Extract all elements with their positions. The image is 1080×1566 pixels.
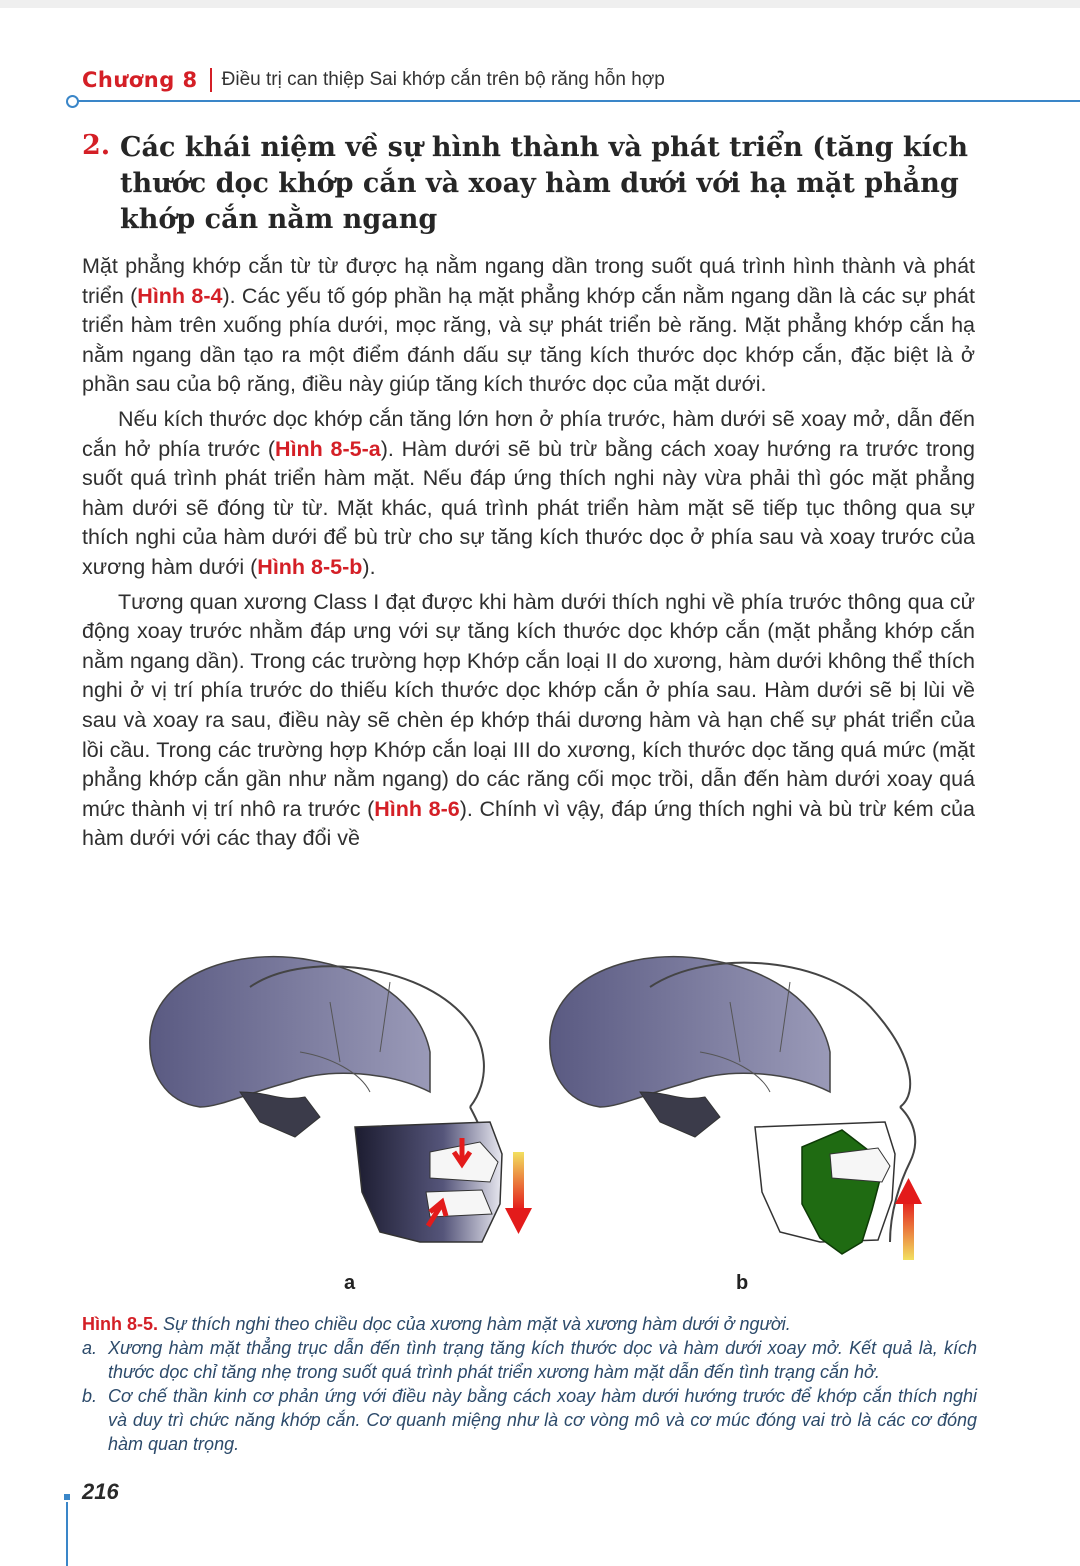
figure-label-a: a xyxy=(344,1272,356,1294)
paragraph-3-text-a: Tương quan xương Class I đạt được khi hàm dưới thích nghi về phía trước thông qua cử động xoay trước nhằm đáp ưng với sự tăng kích thước dọc khớp cắn (mặt phẳng khớp cắn nằm ngang dần). Trong các trường hợp Khớp cắn loại II do xương, hàm dưới không thể thích nghi ở vị trí phía trước do thiếu kích thước dọc khớp cắn ở phía sau. Hàm dưới sẽ bị lùi về sau và xoay ra sau, điều này sẽ chèn ép khớp thái dương hàm và hạn chế sự phát triển của lồi cầu. Trong các trường hợp Khớp cắn loại III do xương, kích thước dọc tăng quá mức (mặt phẳng khớp cắn gần như nằm ngang) do các răng cối mọc trồi, dẫn đến hàm dưới xoay quá mức thành vị trí nhô ra trước ( xyxy=(82,589,975,821)
header-rule xyxy=(72,100,1080,102)
paragraph-2-text-c: ). xyxy=(362,554,376,579)
caption-figure-number: Hình 8-5. xyxy=(82,1314,159,1334)
figure-label-b: b xyxy=(736,1272,749,1294)
section-number: 2. xyxy=(82,130,111,161)
section-title: Các khái niệm về sự hình thành và phát triển (tăng kích thước dọc khớp cắn và xoay hàm dưới với hạ mặt phẳng khớp cắn nằm ngang xyxy=(120,132,968,235)
figure-ref-8-5-b: Hình 8-5-b xyxy=(257,554,363,579)
header-rule-dot xyxy=(66,95,79,108)
page-number: 216 xyxy=(82,1479,119,1504)
skull-illustrations xyxy=(130,942,930,1302)
chapter-title: Điều trị can thiệp Sai khớp cắn trên bộ răng hỗn hợp xyxy=(221,69,665,90)
figure-ref-8-6: Hình 8-6 xyxy=(374,796,460,821)
paragraph-3 xyxy=(82,588,975,854)
caption-item-b-text: Cơ chế thần kinh cơ phản ứng với điều này bằng cách xoay hàm dưới hướng trước để khớp cắn thích nghi và duy trì chức năng khớp cắn. Cơ quanh miệng như là cơ vòng mô và cơ múc đóng vai trò là các cơ đóng hàm quan trọng. xyxy=(108,1386,977,1454)
chapter-label: Chương 8 xyxy=(82,68,198,92)
running-header xyxy=(82,66,665,94)
header-divider xyxy=(210,68,212,92)
body-text xyxy=(82,252,975,859)
paragraph-1-text-b: ). Các yếu tố góp phần hạ mặt phẳng khớp cắn nằm ngang dần là các sự phát triển hàm trên xuống phía dưới, mọc răng, và sự phát triển bè răng. Mặt phẳng khớp cắn hạ nằm ngang dần tạo ra một điểm đánh dấu sự tăng kích thước dọc khớp cắn, đặc biệt là ở phần sau của bộ răng, điều này giúp tăng kích thước dọc của mặt dưới. xyxy=(82,283,975,397)
paragraph-2-text-b: ). Hàm dưới sẽ bù trừ bằng cách xoay hướng ra trước trong suốt quá trình phát triển hàm mặt. Nếu đáp ứng thích nghi này vừa phải thì góc mặt phẳng hàm dưới sẽ đóng từ từ. Mặt khác, quá trình phát triển hàm mặt sẽ tiếp tục thông qua sự thích nghi của hàm dưới để bù trừ cho sự tăng kích thước dọc ở phía sau và xoay trước của xương hàm dưới ( xyxy=(82,436,975,579)
figure-8-5 xyxy=(130,942,930,1302)
paragraph-2 xyxy=(82,405,975,583)
paragraph-1 xyxy=(82,252,975,400)
figure-caption xyxy=(82,1312,977,1456)
caption-title: Sự thích nghi theo chiều dọc của xương hàm mặt và xương hàm dưới ở người. xyxy=(163,1314,791,1334)
caption-heading xyxy=(82,1312,977,1336)
caption-item-a-text: Xương hàm mặt thẳng trục dẫn đến tình trạng tăng kích thước dọc và hàm dưới xoay mở. Kết quả là, kích thước dọc chỉ tăng nhẹ trong suốt quá trình phát triển xương hàm mặt dẫn đến tình trạng cắn hở. xyxy=(108,1338,977,1382)
skull-a xyxy=(150,957,532,1242)
figure-ref-8-4: Hình 8-4 xyxy=(137,283,223,308)
paragraph-3-text-b: ). Chính vì vậy, đáp ứng thích nghi và bù trừ kém của hàm dưới với các thay đổi về xyxy=(82,796,975,851)
section-heading xyxy=(82,130,982,238)
caption-item-a-mark: a. xyxy=(82,1338,98,1358)
page-margin-rule xyxy=(66,1502,68,1566)
caption-item-a xyxy=(82,1336,977,1384)
paragraph-2-text-a: Nếu kích thước dọc khớp cắn tăng lớn hơn ở phía trước, hàm dưới sẽ xoay mở, dẫn đến cắn hở phía trước ( xyxy=(82,406,975,461)
skull-b xyxy=(550,957,922,1260)
caption-item-b xyxy=(82,1384,977,1456)
top-band xyxy=(0,0,1080,8)
page-number-marker xyxy=(64,1494,70,1500)
caption-item-b-mark: b. xyxy=(82,1386,98,1406)
paragraph-1-text-a: Mặt phẳng khớp cắn từ từ được hạ nằm ngang dần trong suốt quá trình hình thành và phát triển ( xyxy=(82,254,975,308)
figure-ref-8-5-a: Hình 8-5-a xyxy=(275,436,381,461)
